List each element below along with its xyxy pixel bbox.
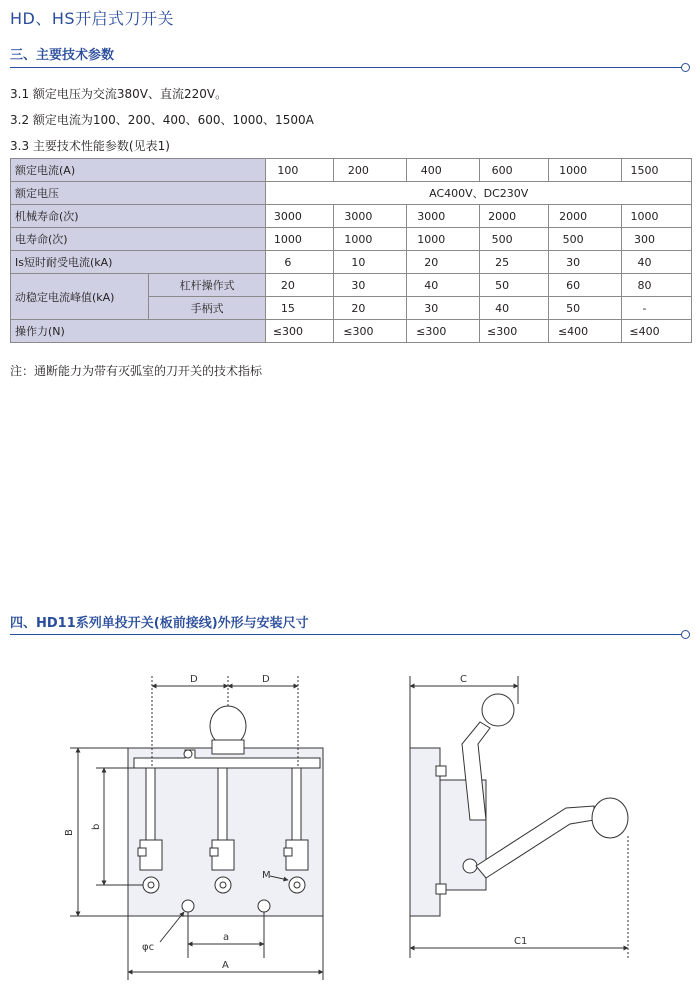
table-cell: 400 xyxy=(407,159,480,182)
section-3-rule xyxy=(10,67,682,68)
table-cell: 1500 xyxy=(622,159,692,182)
side-view xyxy=(410,676,628,958)
table-cell: 1000 xyxy=(622,205,692,228)
table-cell: 20 xyxy=(407,251,480,274)
dim-label-A: A xyxy=(222,960,229,971)
page-title: HD、HS开启式刀开关 xyxy=(10,9,175,28)
table-cell: 1000 xyxy=(334,228,407,251)
table-cell: ≤300 xyxy=(334,320,407,343)
table-cell: ≤300 xyxy=(266,320,334,343)
row-label: 额定电流(A) xyxy=(11,159,266,182)
table-cell: 50 xyxy=(549,297,622,320)
table-cell: 50 xyxy=(480,274,549,297)
table-cell: 30 xyxy=(334,274,407,297)
table-cell: 2000 xyxy=(480,205,549,228)
table-cell: ≤300 xyxy=(407,320,480,343)
dim-label-B: B xyxy=(64,829,75,836)
mount-hole xyxy=(182,900,194,912)
row-label: 机械寿命(次) xyxy=(11,205,266,228)
spec-table xyxy=(10,158,692,343)
lower-handle xyxy=(476,806,594,878)
row-label: 电寿命(次) xyxy=(11,228,266,251)
table-row xyxy=(11,251,692,274)
table-cell: 3000 xyxy=(266,205,334,228)
table-row xyxy=(11,274,692,297)
dim-label-M: M xyxy=(262,870,271,881)
upper-knob xyxy=(482,694,514,726)
rule-end-dot xyxy=(681,63,690,72)
table-cell: - xyxy=(622,297,692,320)
table-cell: 3000 xyxy=(407,205,480,228)
section-4-heading: 四、HD11系列单投开关(板前接线)外形与安装尺寸 xyxy=(10,616,309,631)
table-cell: 500 xyxy=(480,228,549,251)
rule-end-dot xyxy=(681,630,690,639)
table-cell: 3000 xyxy=(334,205,407,228)
table-cell: 20 xyxy=(334,297,407,320)
table-cell: 1000 xyxy=(407,228,480,251)
table-row xyxy=(11,182,692,205)
mount-hole xyxy=(258,900,270,912)
dim-label-D: D xyxy=(190,674,198,685)
table-cell: 200 xyxy=(334,159,407,182)
row-label: Is短时耐受电流(kA) xyxy=(11,251,266,274)
spec-line-voltage: 3.1 额定电压为交流380V、直流220V。 xyxy=(10,87,228,101)
dim-label-C: C xyxy=(460,674,467,685)
table-cell: 60 xyxy=(549,274,622,297)
table-cell: 40 xyxy=(622,251,692,274)
table-cell: 30 xyxy=(407,297,480,320)
table-cell: 1000 xyxy=(549,159,622,182)
row-label: 操作力(N) xyxy=(11,320,266,343)
lower-knob xyxy=(592,798,628,838)
table-cell: 100 xyxy=(266,159,334,182)
table-cell: 500 xyxy=(549,228,622,251)
table-cell: 6 xyxy=(266,251,334,274)
dim-label-a: a xyxy=(223,932,230,943)
table-cell: 80 xyxy=(622,274,692,297)
table-cell: 600 xyxy=(480,159,549,182)
table-row xyxy=(11,159,692,182)
row-sublabel: 杠杆操作式 xyxy=(148,274,266,297)
table-cell: AC400V、DC230V xyxy=(266,182,692,205)
table-cell: 300 xyxy=(622,228,692,251)
table-cell: 2000 xyxy=(549,205,622,228)
table-row xyxy=(11,320,692,343)
table-cell: ≤400 xyxy=(622,320,692,343)
table-cell: 15 xyxy=(266,297,334,320)
spec-line-table-ref: 3.3 主要技术性能参数(见表1) xyxy=(10,139,170,153)
table-cell: ≤300 xyxy=(480,320,549,343)
dim-label-phi-c: φc xyxy=(142,942,155,953)
table-note: 注：通断能力为带有灭弧室的刀开关的技术指标 xyxy=(10,364,263,378)
dim-label-D: D xyxy=(262,674,270,685)
row-sublabel: 手柄式 xyxy=(148,297,266,320)
section-3-heading: 三、主要技术参数 xyxy=(10,48,115,63)
table-cell: 20 xyxy=(266,274,334,297)
table-cell: ≤400 xyxy=(549,320,622,343)
table-row xyxy=(11,205,692,228)
table-cell: 25 xyxy=(480,251,549,274)
front-view xyxy=(70,676,323,980)
table-cell: 1000 xyxy=(266,228,334,251)
table-cell: 40 xyxy=(480,297,549,320)
row-label: 动稳定电流峰值(kA) xyxy=(11,274,149,320)
dim-label-C1: C1 xyxy=(514,936,528,947)
row-label: 额定电压 xyxy=(11,182,266,205)
table-row xyxy=(11,228,692,251)
table-cell: 10 xyxy=(334,251,407,274)
table-cell: 30 xyxy=(549,251,622,274)
spec-line-current: 3.2 额定电流为100、200、400、600、1000、1500A xyxy=(10,113,314,127)
hd11-outline-drawing xyxy=(0,640,700,1007)
table-cell: 40 xyxy=(407,274,480,297)
section-4-rule xyxy=(10,634,682,635)
dim-label-b: b xyxy=(91,823,102,830)
